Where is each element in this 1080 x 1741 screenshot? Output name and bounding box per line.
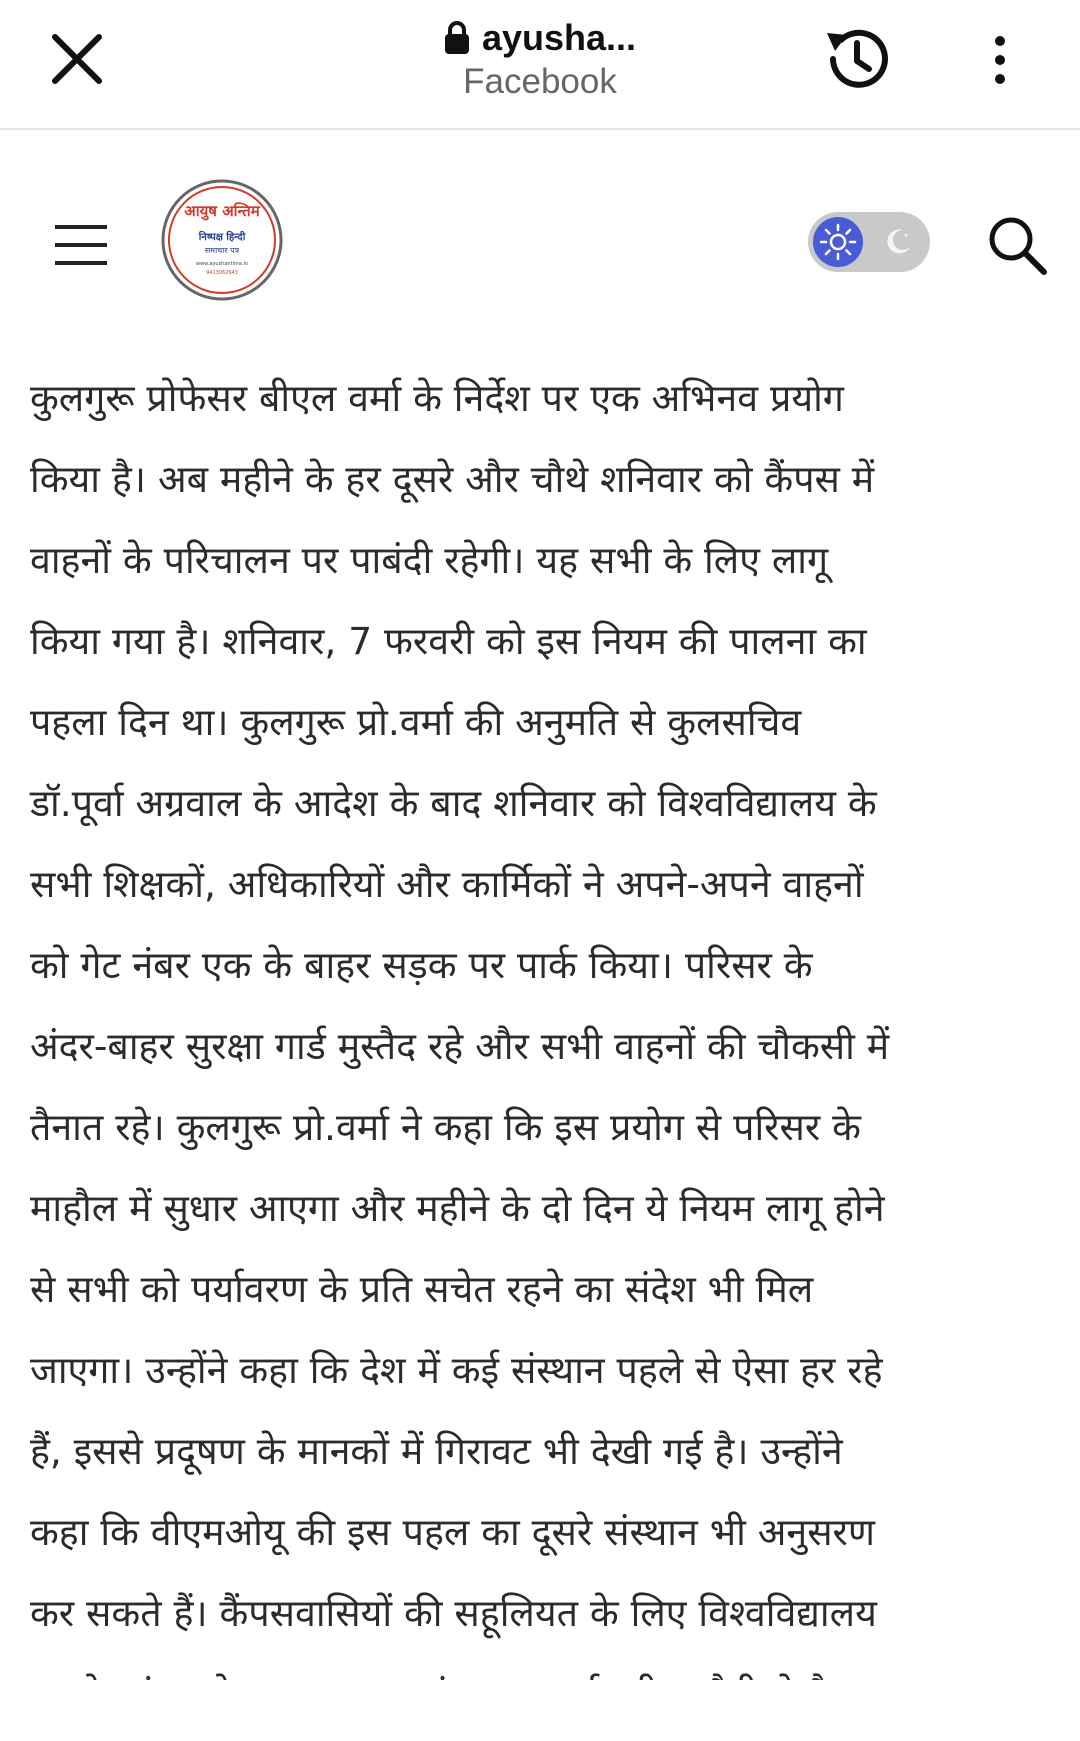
hamburger-menu-icon bbox=[55, 223, 107, 267]
history-icon bbox=[819, 21, 895, 97]
logo-name: आयुष अन्तिम bbox=[184, 202, 260, 220]
article-line: कुलगुरू प्रोफेसर बीएल वर्मा के निर्देश पर एक अभिनव प्रयोग bbox=[30, 376, 844, 420]
menu-button[interactable] bbox=[46, 210, 116, 280]
theme-toggle[interactable] bbox=[808, 212, 930, 272]
article-line: तैनात रहे। कुलगुरू प्रो.वर्मा ने कहा कि इस प्रयोग से परिसर के bbox=[30, 1105, 861, 1149]
logo-tagline: निष्पक्ष हिन्दी bbox=[198, 232, 246, 243]
url-bar[interactable] bbox=[340, 6, 740, 116]
article-line: वाहनों के परिचालन पर पाबंदी रहेगी। यह सभी के लिए लागू bbox=[30, 538, 829, 582]
more-vertical-icon bbox=[990, 35, 1010, 85]
article-line: कर सकते हैं। कैंपसवासियों की सहूलियत के लिए विश्वविद्यालय bbox=[30, 1591, 877, 1635]
article-line: कहा कि वीएमओयू की इस पहल का दूसरे संस्थान भी अनुसरण bbox=[30, 1510, 876, 1554]
lock-icon bbox=[444, 21, 470, 55]
article-line: सभी शिक्षकों, अधिकारियों और कार्मिकों ने अपने-अपने वाहनों bbox=[30, 862, 864, 906]
close-button[interactable] bbox=[40, 22, 114, 96]
article-line: डॉ.पूर्वा अग्रवाल के आदेश के बाद शनिवार को विश्वविद्यालय के bbox=[30, 781, 877, 825]
theme-knob bbox=[813, 217, 863, 267]
article-line: किया गया है। शनिवार, 7 फरवरी को इस नियम की पालना का bbox=[30, 619, 867, 663]
logo-emblem bbox=[160, 178, 284, 302]
article-line: हैं, इससे प्रदूषण के मानकों में गिरावट भी देखी गई है। उन्होंने bbox=[30, 1429, 843, 1473]
history-button[interactable] bbox=[812, 14, 902, 104]
search-icon bbox=[986, 214, 1048, 276]
close-icon bbox=[49, 31, 105, 87]
url-text: ayusha... bbox=[481, 17, 637, 58]
more-options-button[interactable] bbox=[970, 18, 1030, 102]
site-header bbox=[0, 130, 1080, 345]
logo-tagline-2: समाचार पत्र bbox=[204, 246, 240, 255]
moon-slot bbox=[878, 222, 918, 262]
logo-phone: 9413062643 bbox=[206, 270, 238, 276]
article-line: जाएगा। उन्होंने कहा कि देश में कई संस्थान पहले से ऐसा हर रहे bbox=[30, 1348, 883, 1392]
site-name: Facebook bbox=[463, 62, 617, 101]
site-logo[interactable] bbox=[160, 178, 284, 302]
sun-icon bbox=[819, 223, 857, 261]
article-line: पहला दिन था। कुलगुरू प्रो.वर्मा की अनुमति से कुलसचिव bbox=[30, 700, 802, 744]
logo-website: www.ayushantima.in bbox=[195, 261, 249, 267]
url-line bbox=[340, 12, 740, 64]
article-line: किया है। अब महीने के हर दूसरे और चौथे शनिवार को कैंपस में bbox=[30, 457, 875, 501]
article-line: से सभी को पर्यावरण के प्रति सचेत रहने का संदेश भी मिल bbox=[30, 1267, 814, 1311]
search-button[interactable] bbox=[980, 208, 1054, 282]
moon-icon bbox=[883, 227, 913, 257]
article-line: अंदर-बाहर सुरक्षा गार्ड मुस्तैद रहे और सभी वाहनों की चौकसी में bbox=[30, 1024, 890, 1068]
article-line: माहौल में सुधार आएगा और महीने के दो दिन ये नियम लागू होने bbox=[30, 1186, 885, 1230]
bottom-cutoff-overlay bbox=[0, 1680, 1080, 1741]
article-body bbox=[30, 358, 1070, 1735]
article-line: को गेट नंबर एक के बाहर सड़क पर पार्क किया। परिसर के bbox=[30, 943, 813, 987]
in-app-browser-bar bbox=[0, 0, 1080, 130]
